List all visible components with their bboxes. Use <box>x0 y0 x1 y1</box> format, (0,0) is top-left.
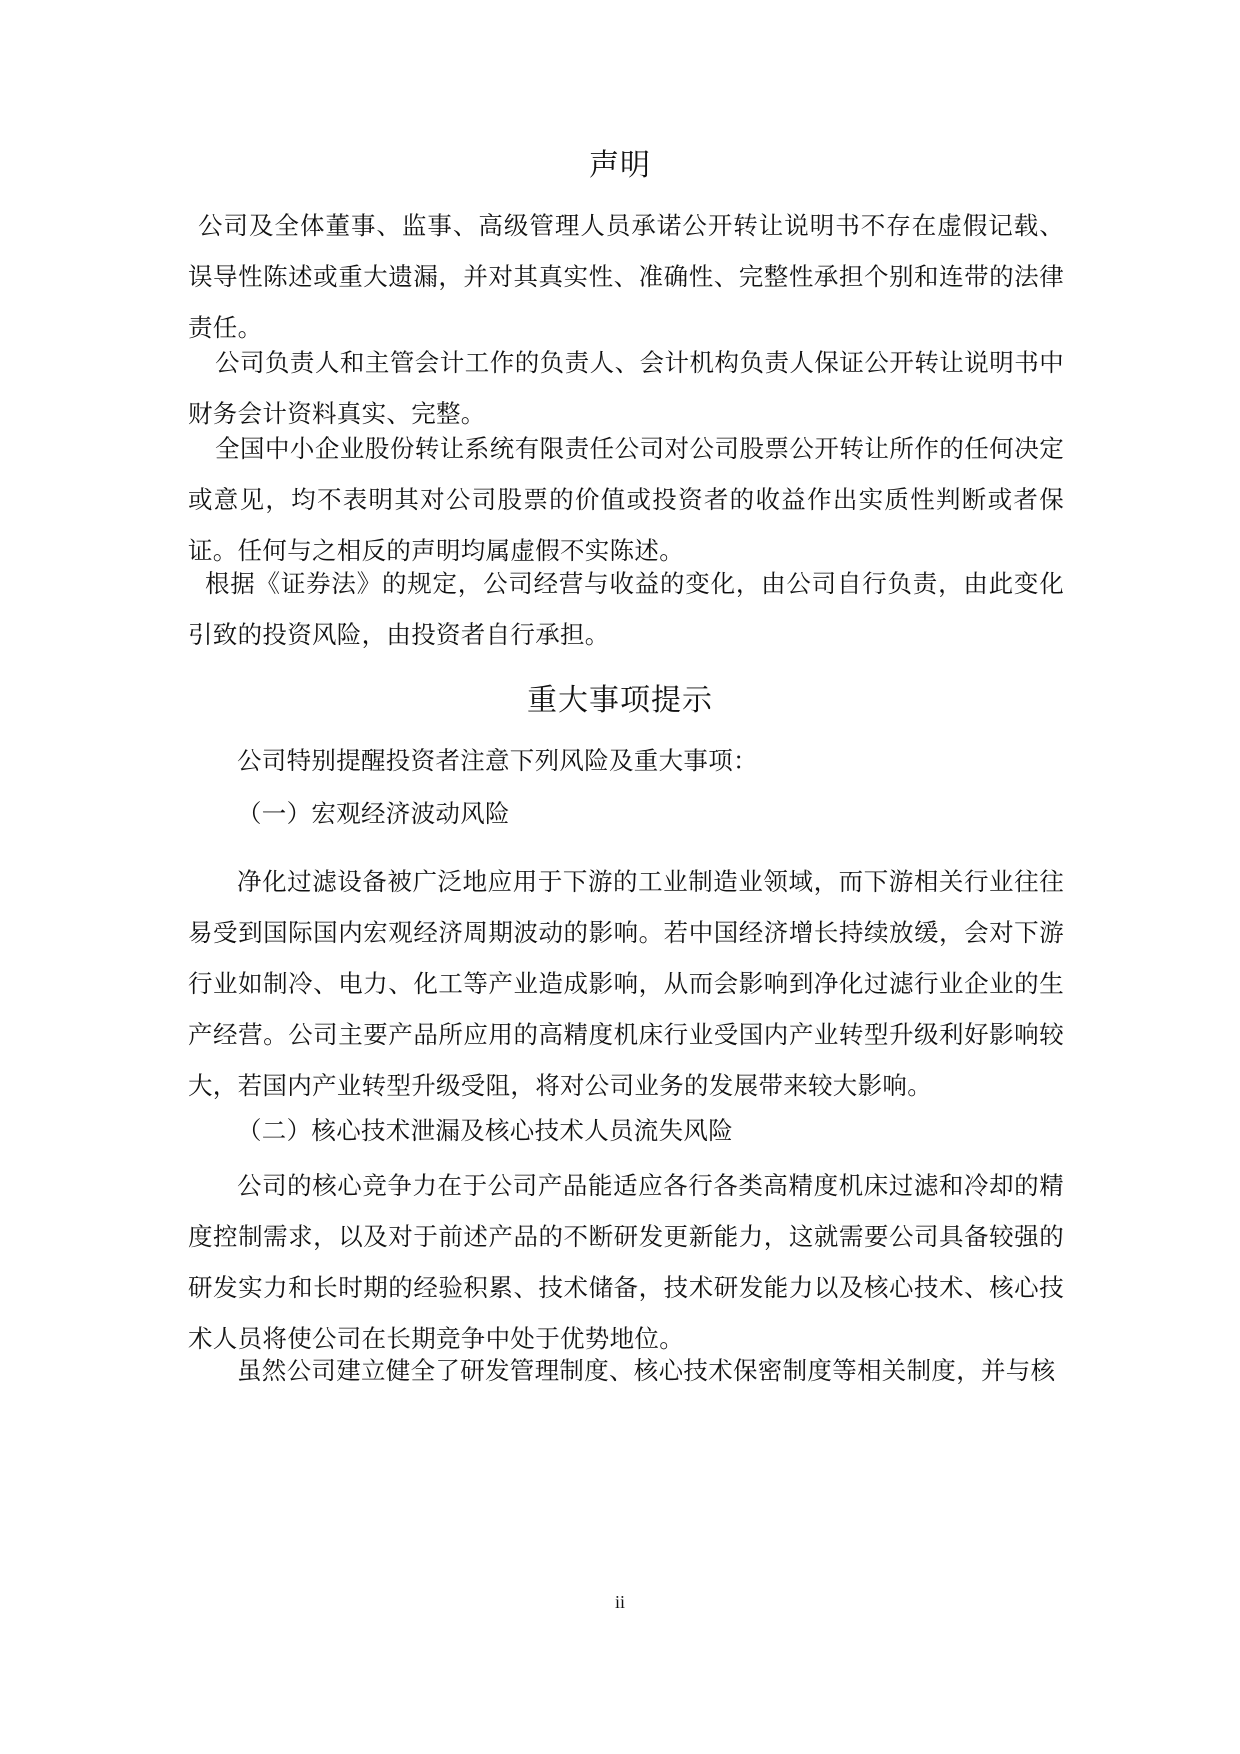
section1-text: 净化过滤设备被广泛地应用于下游的工业制造业领域，而下游相关行业往往易受到国际国内宏观经济周期波动的影响。若中国经济增长持续放缓，会对下游行业如制冷、电力、化工等产业造成影响，从而会影响到净化过滤行业企业的生产经营。公司主要产品所应用的高精度机床行业受国内产业转型升级利好影响较大，若国内产业转型升级受阻，将对公司业务的发展带来较大影响。 <box>188 867 1064 1100</box>
statement-paragraph-2: 公司负责人和主管会计工作的负责人、会计机构负责人保证公开转让说明书中财务会计资料真实、完整。 <box>188 348 1064 428</box>
section2-heading: （二）核心技术泄漏及核心技术人员流失风险 <box>237 1116 733 1145</box>
section2-text-2: 虽然公司建立健全了研发管理制度、核心技术保密制度等相关制度，并与核 <box>237 1356 1056 1385</box>
statement-title: 声明 <box>589 148 651 183</box>
statement-paragraph-4: 根据《证券法》的规定，公司经营与收益的变化，由公司自行负责，由此变化引致的投资风险，由投资者自行承担。 <box>188 569 1064 649</box>
major-matters-intro: 公司特别提醒投资者注意下列风险及重大事项： <box>237 746 758 775</box>
section1-heading: （一）宏观经济波动风险 <box>237 799 510 828</box>
page-number: ii <box>614 1592 625 1612</box>
statement-paragraph-1: 公司及全体董事、监事、高级管理人员承诺公开转让说明书不存在虚假记载、误导性陈述或重大遗漏，并对其真实性、准确性、完整性承担个别和连带的法律责任。 <box>188 211 1064 342</box>
major-matters-title: 重大事项提示 <box>527 683 713 718</box>
section2-text-1: 公司的核心竞争力在于公司产品能适应各行各类高精度机床过滤和冷却的精度控制需求，以及对于前述产品的不断研发更新能力，这就需要公司具备较强的研发实力和长时期的经验积累、技术储备，技术研发能力以及核心技术、核心技术人员将使公司在长期竞争中处于优势地位。 <box>188 1171 1064 1353</box>
statement-paragraph-3: 全国中小企业股份转让系统有限责任公司对公司股票公开转让所作的任何决定或意见，均不表明其对公司股票的价值或投资者的收益作出实质性判断或者保证。任何与之相反的声明均属虚假不实陈述。 <box>188 434 1064 565</box>
